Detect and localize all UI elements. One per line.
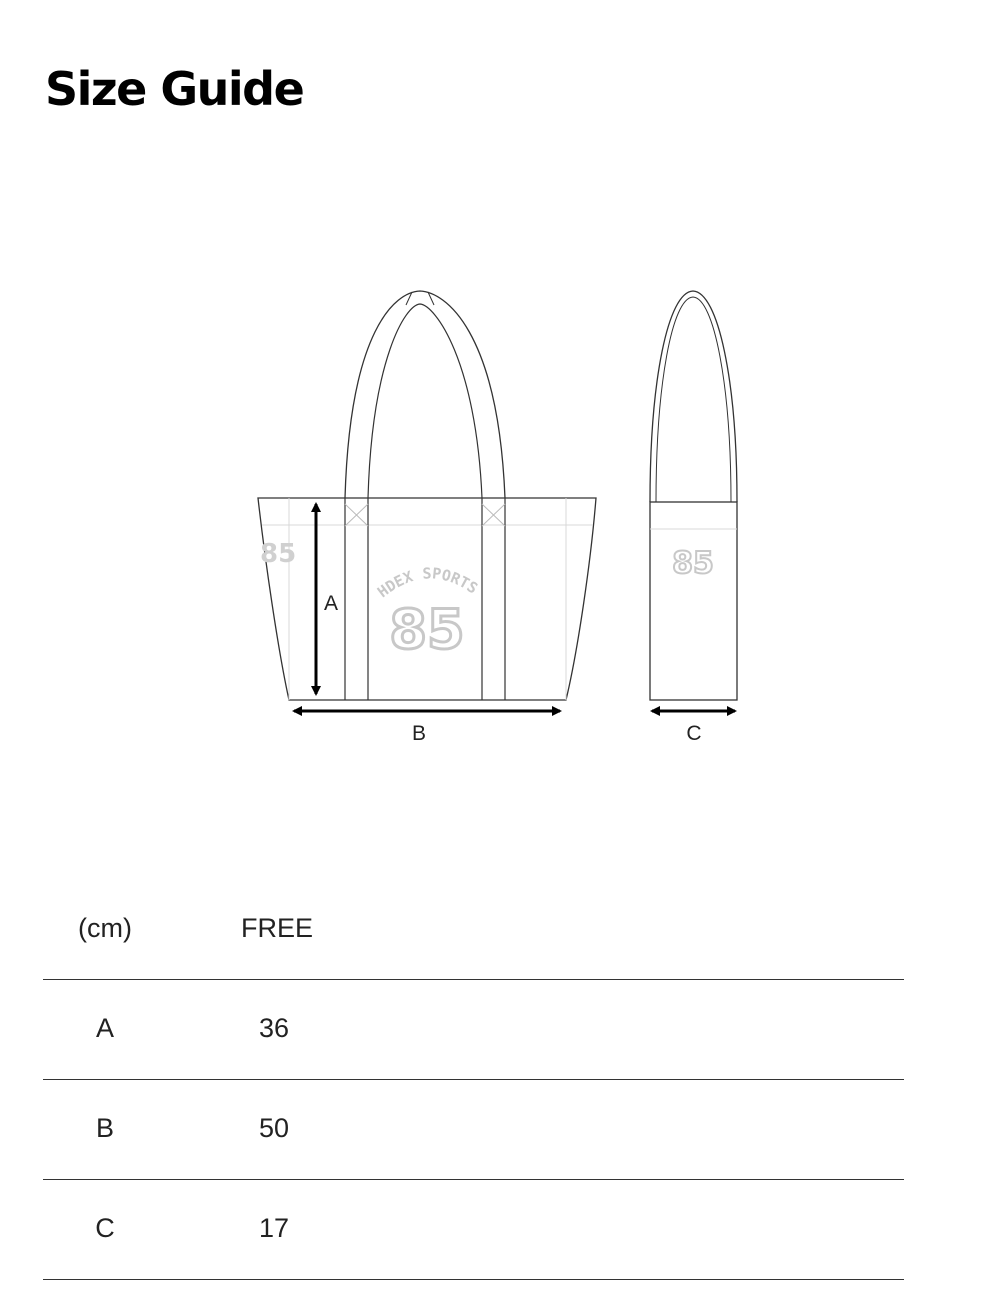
dimension-b-label: B: [411, 722, 427, 745]
row-value: 50: [258, 1113, 290, 1143]
unit-header: (cm): [78, 913, 132, 943]
front-side-print: 85: [260, 539, 297, 569]
side-print-number: 85: [672, 546, 714, 581]
dimension-a-label: A: [323, 592, 339, 615]
table-row: [43, 980, 904, 1080]
side-handle: [650, 291, 737, 502]
front-handle-inner: [368, 304, 482, 498]
row-label: C: [95, 1213, 115, 1243]
table-header-row: [43, 880, 904, 980]
dimension-c-label: C: [686, 722, 702, 745]
page-title: Size Guide: [45, 62, 304, 116]
size-table: [43, 880, 904, 1280]
table-row: [43, 1180, 904, 1280]
row-label: B: [95, 1113, 115, 1143]
front-print-text: HDEX SPORTS: [374, 564, 482, 602]
row-label: A: [95, 1013, 115, 1043]
size-header: FREE: [241, 913, 314, 943]
front-print-number: 85: [389, 598, 465, 661]
side-body: [650, 502, 737, 700]
row-value: 36: [258, 1013, 290, 1043]
front-view: [258, 291, 596, 700]
table-row: [43, 1080, 904, 1180]
bag-diagram: [0, 270, 1000, 760]
side-view: [650, 291, 737, 700]
row-value: 17: [258, 1213, 290, 1243]
